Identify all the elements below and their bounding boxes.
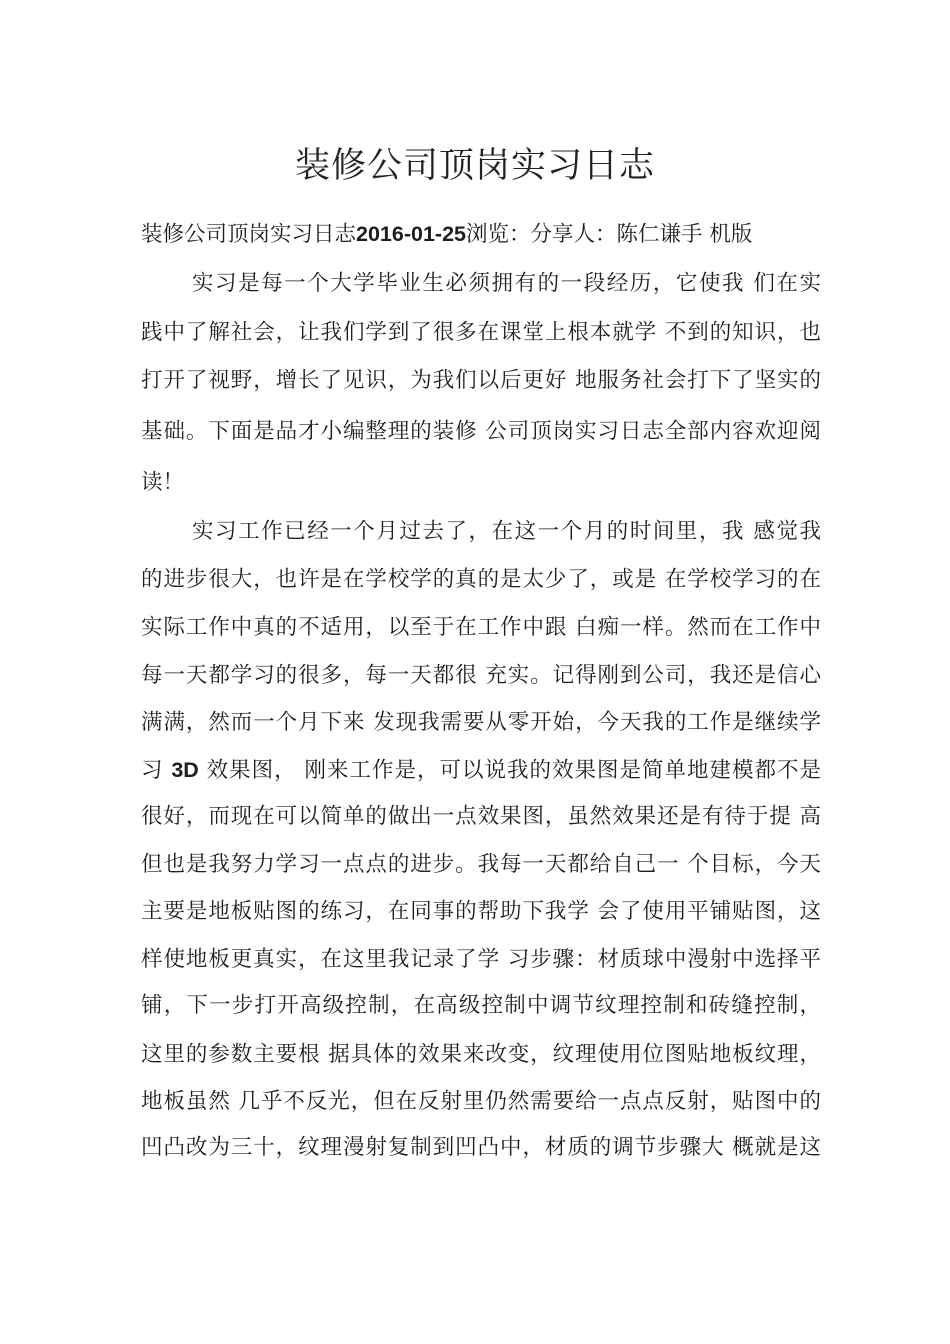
text-line: 打开了视野，增长了见识，为我们以后更好 地服务社会打下了坚实的 [141,368,821,393]
text-line: 满满，然而一个月下来 发现我需要从零开始，今天我的工作是继续学 [141,710,821,735]
text-line: 这里的参数主要根 据具体的效果来改变，纹理使用位图贴地板纹理， [141,1042,821,1067]
meta-date: 2016-01-25 [356,222,466,246]
text-line: 实际工作中真的不适用，以至于在工作中跟 白痴一样。然而在工作中 [141,615,821,640]
text-line: 每一天都学习的很多，每一天都很 充实。记得刚到公司，我还是信心 [141,663,821,688]
text-span: 效果图， 刚来工作是，可以说我的效果图是简单地建模都不是 [198,758,821,783]
text-line: 很好，而现在可以简单的做出一点效果图，虽然效果还是有待于提 高 [141,804,821,829]
text-line: 的进步很大，也许是在学校学的真的是太少了，或是 在学校学习的在 [141,567,821,592]
text-line: 践中了解社会，让我们学到了很多在课堂上根本就学 不到的知识，也 [141,320,821,345]
text-line: 读！ [141,470,185,495]
document-title: 装修公司顶岗实习日志 [294,146,655,187]
meta-title: 装修公司顶岗实习日志 [141,222,357,247]
text-line: 基础。下面是品才小编整理的装修 公司顶岗实习日志全部内容欢迎阅 [141,419,821,444]
text-line: 实习是每一个大学毕业生必须拥有的一段经历，它使我 们在实 [192,271,821,296]
text-span: 习 [141,758,172,783]
document-meta [141,219,821,250]
text-line: 地板虽然 几乎不反光，但在反射里仍然需要给一点点反射，贴图中的 [141,1089,821,1114]
text-line: 凹凸改为三十，纹理漫射复制到凹凸中，材质的调节步骤大 概就是这 [141,1135,821,1160]
text-line: 铺，下一步打开高级控制，在高级控制中调节纹理控制和砖缝控制， [141,993,821,1018]
meta-info: 浏览：分享人：陈仁谦手 机版 [466,222,753,247]
text-line: 实习工作已经一个月过去了，在这一个月的时间里，我 感觉我 [192,519,821,544]
text-line: 样使地板更真实，在这里我记录了学 习步骤：材质球中漫射中选择平 [141,947,821,972]
text-line: 主要是地板贴图的练习，在同事的帮助下我学 会了使用平铺贴图，这 [141,899,821,924]
text-line-3d [141,755,821,786]
text-span-3d: 3D [171,758,199,782]
text-line: 但也是我努力学习一点点的进步。我每一天都给自己一 个目标，今天 [141,852,821,877]
